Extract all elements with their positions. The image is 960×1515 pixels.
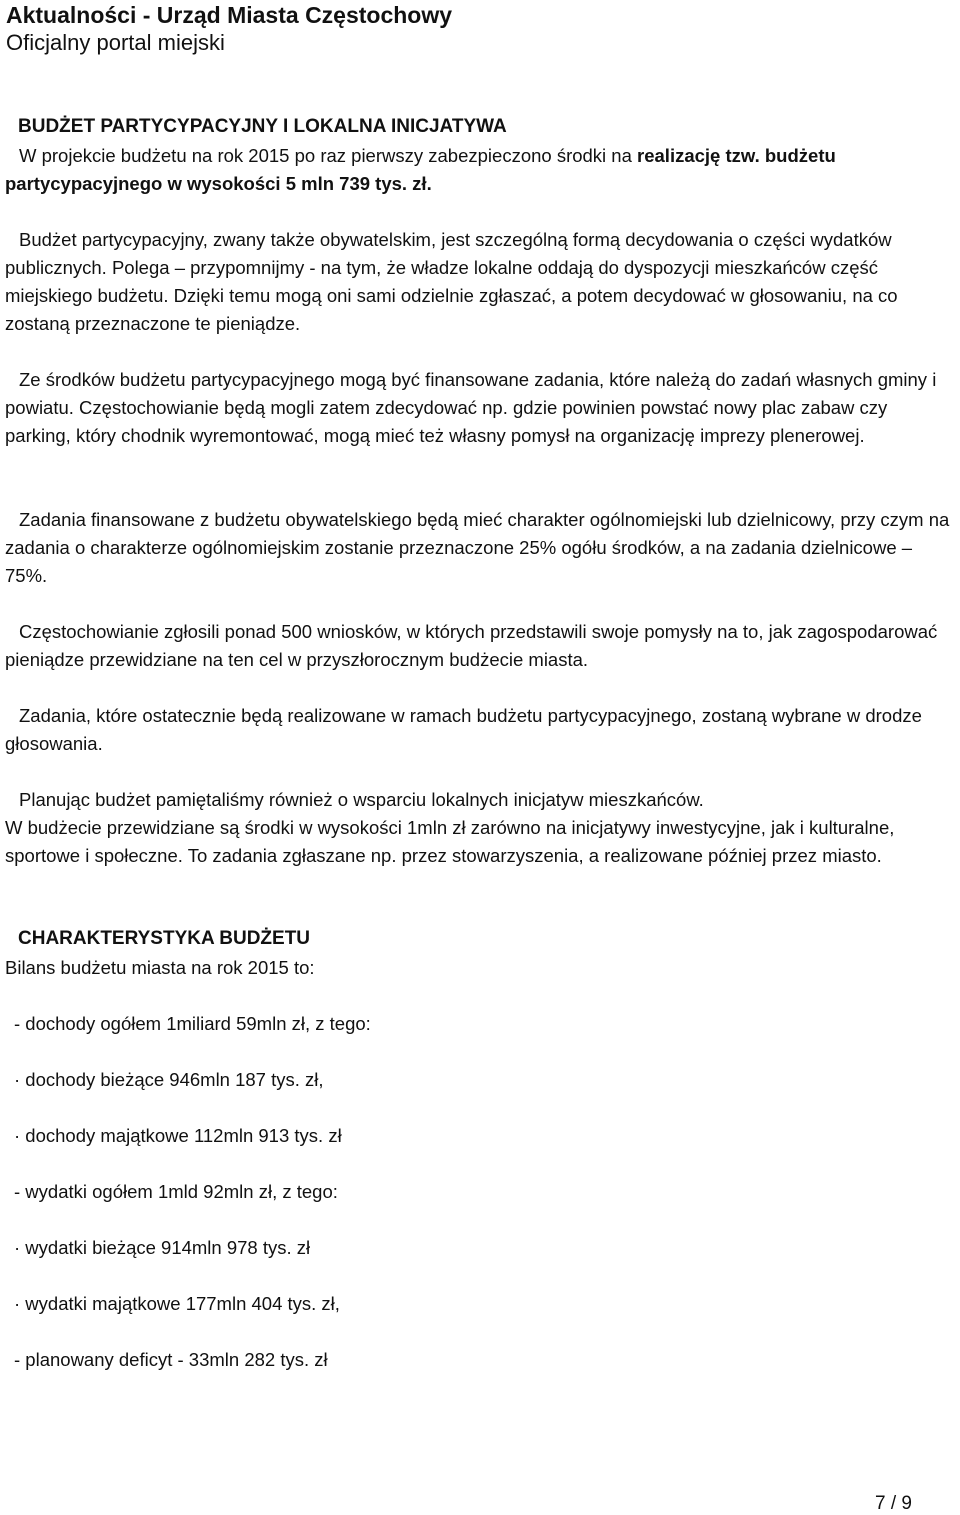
list-item: · dochody bieżące 946mln 187 tys. zł, xyxy=(14,1069,324,1090)
page-title: Aktualności - Urząd Miasta Częstochowy xyxy=(6,2,453,28)
paragraph-6-rest: W budżecie przewidziane są środki w wysokości 1mln zł zarówno na inicjatywy inwestycyjne, jak i kulturalne, sportowe i społeczne. To zadania zgłaszane np. przez stowarzyszenia, a realizowane później przez miasto. xyxy=(5,817,895,866)
paragraph-5 xyxy=(5,702,954,758)
section-heading-budget-characteristics: CHARAKTERYSTYKA BUDŻETU xyxy=(18,928,311,949)
paragraph-6-line1: Planując budżet pamiętaliśmy również o wsparciu lokalnych inicjatyw mieszkańców. xyxy=(19,789,704,810)
page-subtitle: Oficjalny portal miejski xyxy=(6,30,225,55)
paragraph-2-text: Ze środków budżetu partycypacyjnego mogą być finansowane zadania, które należą do zadań własnych gminy i powiatu. Częstochowianie będą mogli zatem zdecydować np. gdzie powinien powstać nowy plac zabaw czy parking, który chodnik wyremontować, mogą mieć też własny pomysł na organizację imprezy plenerowej. xyxy=(5,369,937,446)
paragraph-4-text: Częstochowianie zgłosili ponad 500 wniosków, w których przedstawili swoje pomysły na to, jak zagospodarować pieniądze przewidziane na ten cel w przyszłorocznym budżecie miasta. xyxy=(5,621,938,670)
paragraph-3-text: Zadania finansowane z budżetu obywatelskiego będą mieć charakter ogólnomiejski lub dzielnicowy, przy czym na zadania o charakterze ogólnomiejskim zostanie przeznaczone 25% ogółu środków, a na zadania dzielnicowe – 75%. xyxy=(5,509,950,586)
list-item: · dochody majątkowe 112mln 913 tys. zł xyxy=(14,1125,342,1146)
budget-summary-intro-text: Bilans budżetu miasta na rok 2015 to: xyxy=(5,957,315,978)
paragraph-3 xyxy=(5,506,954,590)
paragraph-4 xyxy=(5,618,954,674)
paragraph-1 xyxy=(5,226,954,338)
budget-summary-intro xyxy=(5,954,954,982)
list-item: · wydatki majątkowe 177mln 404 tys. zł, xyxy=(14,1293,340,1314)
list-item: - dochody ogółem 1miliard 59mln zł, z tego: xyxy=(14,1013,371,1034)
intro-bold-text: realizację tzw. budżetu partycypacyjnego w wysokości 5 mln 739 tys. zł. xyxy=(5,145,836,194)
intro-paragraph xyxy=(5,142,954,198)
section-heading-budget-participatory: BUDŻET PARTYCYPACYJNY I LOKALNA INICJATYWA xyxy=(18,116,507,137)
page-number: 7 / 9 xyxy=(875,1493,912,1514)
list-item: · wydatki bieżące 914mln 978 tys. zł xyxy=(14,1237,311,1258)
intro-plain-text: W projekcie budżetu na rok 2015 po raz pierwszy zabezpieczono środki na xyxy=(19,145,638,166)
list-item: - wydatki ogółem 1mld 92mln zł, z tego: xyxy=(14,1181,338,1202)
paragraph-1-text: Budżet partycypacyjny, zwany także obywatelskim, jest szczególną formą decydowania o części wydatków publicznych. Polega – przypomnijmy - na tym, że władze lokalne oddają do dyspozycji mieszkańców część miejskiego budżetu. Dzięki temu mogą oni sami odzielnie zgłaszać, a potem decydować w głosowaniu, na co zostaną przeznaczone te pieniądze. xyxy=(5,229,898,334)
paragraph-6 xyxy=(5,786,954,870)
paragraph-2 xyxy=(5,366,954,450)
paragraph-5-text: Zadania, które ostatecznie będą realizowane w ramach budżetu partycypacyjnego, zostaną wybrane w drodze głosowania. xyxy=(5,705,922,754)
list-item: - planowany deficyt - 33mln 282 tys. zł xyxy=(14,1349,328,1370)
